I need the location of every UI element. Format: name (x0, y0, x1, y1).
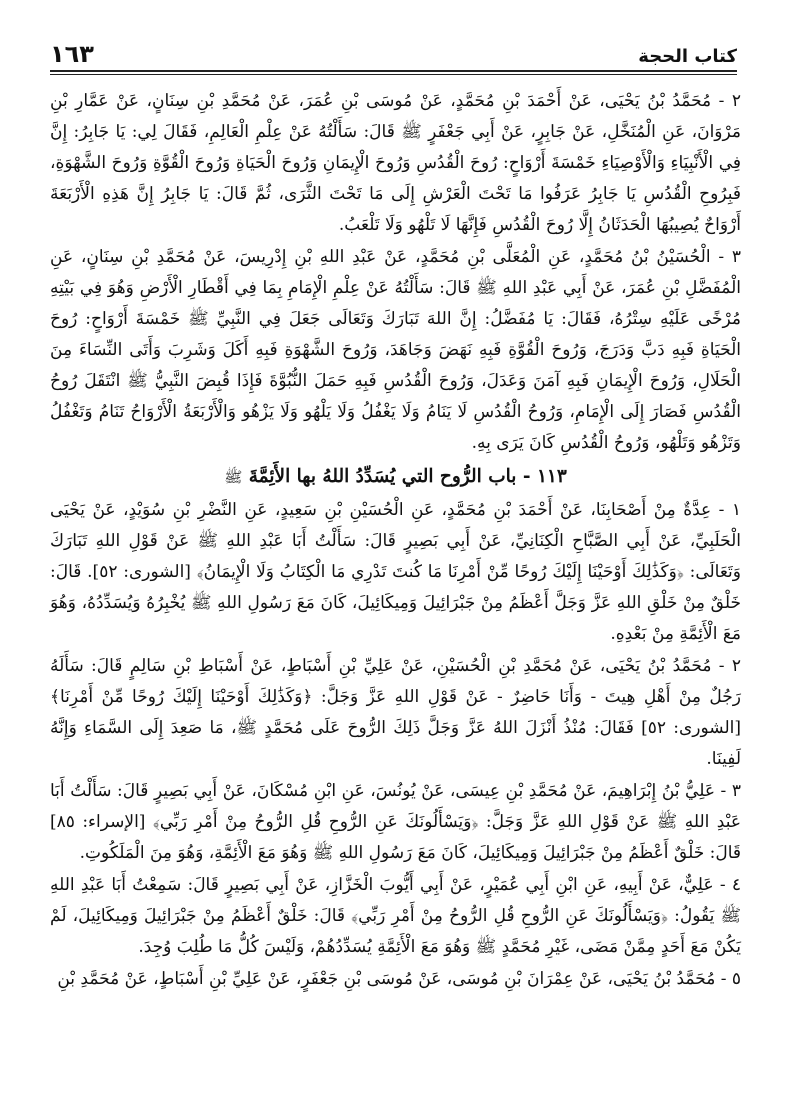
hadith-paragraph: ١ - عِدَّةٌ مِنْ أَصْحَابِنَا، عَنْ أَحْمَدَ بْنِ مُحَمَّدٍ، عَنِ الْحُسَيْنِ بْنِ سَعِيدٍ، عَنِ النَّضْرِ بْنِ سُوَيْدٍ، عَنْ يَحْيَى الْحَلَبِيِّ، عَنْ أَبِي الصَّبَّاحِ الْكِنَانِيِّ، عَنْ أَبِي بَصِيرٍ قَالَ: سَأَلْتُ أَبَا عَبْدِ اللهِ ﷺ عَنْ قَوْلِ اللهِ تَبَارَكَ وَتَعَالَى: ﴿وَكَذَٰلِكَ أَوْحَيْنَا إِلَيْكَ رُوحًا مِّنْ أَمْرِنَا مَا كُنتَ تَدْرِي مَا الْكِتَابُ وَلَا الْإِيمَانُ﴾ [الشورى: ٥٢]. قَالَ: خَلْقٌ مِنْ خَلْقِ اللهِ عَزَّ وَجَلَّ أَعْظَمُ مِنْ جَبْرَائِيلَ وَمِيكَائِيلَ، كَانَ مَعَ رَسُولِ اللهِ ﷺ يُخْبِرُهُ وَيُسَدِّدُهُ، وَهُوَ مَعَ الْأَئِمَّةِ مِنْ بَعْدِهِ. (50, 500, 742, 644)
page-number: ١٦٣ (50, 40, 94, 68)
hadith-paragraph: ٢ - مُحَمَّدُ بْنُ يَحْيَى، عَنْ أَحْمَدَ بْنِ مُحَمَّدٍ، عَنْ مُوسَى بْنِ عُمَرَ، عَنْ مُحَمَّدِ بْنِ سِنَانٍ، عَنْ عَمَّارِ بْنِ مَرْوَانَ، عَنِ الْمُنَخَّلِ، عَنْ جَابِرٍ، عَنْ أَبِي جَعْفَرٍ ﷺ قَالَ: سَأَلْتُهُ عَنْ عِلْمِ الْعَالِمِ، فَقَالَ لِي: يَا جَابِرُ: إِنَّ فِي الْأَنْبِيَاءِ وَالْأَوْصِيَاءِ خَمْسَةَ أَرْوَاحٍ: رُوحَ الْقُدُسِ وَرُوحَ الْإِيمَانِ وَرُوحَ الْحَيَاةِ وَرُوحَ الْقُوَّةِ وَرُوحَ الشَّهْوَةِ، فَبِرُوحِ الْقُدُسِ يَا جَابِرُ عَرَفُوا مَا تَحْتَ الْعَرْشِ إِلَى مَا تَحْتَ الثَّرَى، ثُمَّ قَالَ: يَا جَابِرُ إِنَّ هَذِهِ الْأَرْبَعَةَ أَرْوَاحٌ يُصِيبُهَا الْحَدَثَانُ إِلَّا رُوحَ الْقُدُسِ فَإِنَّهَا لَا تَلْهُو وَلَا تَلْعَبُ. (50, 91, 741, 235)
honorific-glyph: ﷺ (224, 468, 243, 486)
hadith-paragraph: ٥ - مُحَمَّدُ بْنُ يَحْيَى، عَنْ عِمْرَانَ بْنِ مُوسَى، عَنْ مُوسَى بْنِ جَعْفَرٍ، عَنْ عَلِيِّ بْنِ أَسْبَاطٍ، عَنْ مُحَمَّدِ بْنِ (57, 969, 741, 989)
header-rule-thin (50, 74, 737, 75)
chapter-heading-text: ١١٣ - باب الرُّوح التي يُسَدِّدُ اللهُ بها الأَئِمَّةَ (248, 466, 567, 487)
page-body (50, 86, 741, 1102)
header-rule (50, 70, 737, 72)
hadith-paragraph: ٤ - عَلِيٌّ، عَنْ أَبِيهِ، عَنِ ابْنِ أَبِي عُمَيْرٍ، عَنْ أَبِي أَيُّوبَ الْخَزَّازِ، عَنْ أَبِي بَصِيرٍ قَالَ: سَمِعْتُ أَبَا عَبْدِ اللهِ ﷺ يَقُولُ: ﴿وَيَسْأَلُونَكَ عَنِ الرُّوحِ قُلِ الرُّوحُ مِنْ أَمْرِ رَبِّي﴾ قَالَ: خَلْقٌ أَعْظَمُ مِنْ جَبْرَائِيلَ وَمِيكَائِيلَ، لَمْ يَكُنْ مَعَ أَحَدٍ مِمَّنْ مَضَى، غَيْرِ مُحَمَّدٍ ﷺ وَهُوَ مَعَ الْأَئِمَّةِ يُسَدِّدُهُمْ، وَلَيْسَ كُلُّ مَا طُلِبَ وُجِدَ. (50, 875, 741, 957)
running-header (50, 30, 737, 66)
hadith-paragraph: ٢ - مُحَمَّدُ بْنُ يَحْيَى، عَنْ مُحَمَّدِ بْنِ الْحُسَيْنِ، عَنْ عَلِيِّ بْنِ أَسْبَاطٍ، عَنْ أَسْبَاطِ بْنِ سَالِمٍ قَالَ: سَأَلَهُ رَجُلٌ مِنْ أَهْلِ هِيتَ - وَأَنَا حَاضِرٌ - عَنْ قَوْلِ اللهِ عَزَّ وَجَلَّ: ﴿وَكَذَٰلِكَ أَوْحَيْنَا إِلَيْكَ رُوحًا مِّنْ أَمْرِنَا﴾ [الشورى: ٥٢] فَقَالَ: مُنْذُ أَنْزَلَ اللهُ عَزَّ وَجَلَّ ذَلِكَ الرُّوحَ عَلَى مُحَمَّدٍ ﷺ، مَا صَعِدَ إِلَى السَّمَاءِ وَإِنَّهُ لَفِينَا. (50, 656, 741, 769)
chapter-heading (50, 461, 741, 493)
hadith-paragraph: ٣ - عَلِيُّ بْنُ إِبْرَاهِيمَ، عَنْ مُحَمَّدِ بْنِ عِيسَى، عَنْ يُونُسَ، عَنِ ابْنِ مُسْكَانَ، عَنْ أَبِي بَصِيرٍ قَالَ: سَأَلْتُ أَبَا عَبْدِ اللهِ ﷺ عَنْ قَوْلِ اللهِ عَزَّ وَجَلَّ: ﴿وَيَسْأَلُونَكَ عَنِ الرُّوحِ قُلِ الرُّوحُ مِنْ أَمْرِ رَبِّي﴾ [الإسراء: ٨٥] قَالَ: خَلْقٌ أَعْظَمُ مِنْ جَبْرَائِيلَ وَمِيكَائِيلَ، كَانَ مَعَ رَسُولِ اللهِ ﷺ وَهُوَ مَعَ الْأَئِمَّةِ، وَهُوَ مِنَ الْمَلَكُوتِ. (50, 781, 741, 863)
hadith-paragraph: ٣ - الْحُسَيْنُ بْنُ مُحَمَّدٍ، عَنِ الْمُعَلَّى بْنِ مُحَمَّدٍ، عَنْ عَبْدِ اللهِ بْنِ إِدْرِيسَ، عَنْ مُحَمَّدِ بْنِ سِنَانٍ، عَنِ الْمُفَضَّلِ بْنِ عُمَرَ، عَنْ أَبِي عَبْدِ اللهِ ﷺ قَالَ: سَأَلْتُهُ عَنْ عِلْمِ الْإِمَامِ بِمَا فِي أَقْطَارِ الْأَرْضِ وَهُوَ فِي بَيْتِهِ مُرْخًى عَلَيْهِ سِتْرُهُ، فَقَالَ: يَا مُفَضَّلُ: إِنَّ اللهَ تَبَارَكَ وَتَعَالَى جَعَلَ فِي النَّبِيِّ ﷺ خَمْسَةَ أَرْوَاحٍ: رُوحَ الْحَيَاةِ فَبِهِ دَبَّ وَدَرَجَ، وَرُوحَ الْقُوَّةِ فَبِهِ نَهَضَ وَجَاهَدَ، وَرُوحَ الشَّهْوَةِ فَبِهِ أَكَلَ وَشَرِبَ وَأَتَى النِّسَاءَ مِنَ الْحَلَالِ، وَرُوحَ الْإِيمَانِ فَبِهِ آمَنَ وَعَدَلَ، وَرُوحَ الْقُدُسِ فَبِهِ حَمَلَ النُّبُوَّةَ فَإِذَا قُبِضَ النَّبِيُّ ﷺ انْتَقَلَ رُوحُ الْقُدُسِ فَصَارَ إِلَى الْإِمَامِ، وَرُوحُ الْقُدُسِ لَا يَنَامُ وَلَا يَغْفُلُ وَلَا يَلْهُو وَلَا يَزْهُو وَالْأَرْبَعَةُ الْأَرْوَاحُ تَنَامُ وَتَغْفُلُ وَتَزْهُو وَتَلْهُو، وَرُوحُ الْقُدُسِ كَانَ يَرَى بِهِ. (50, 247, 741, 453)
book-title: كتاب الحجة (638, 46, 737, 67)
